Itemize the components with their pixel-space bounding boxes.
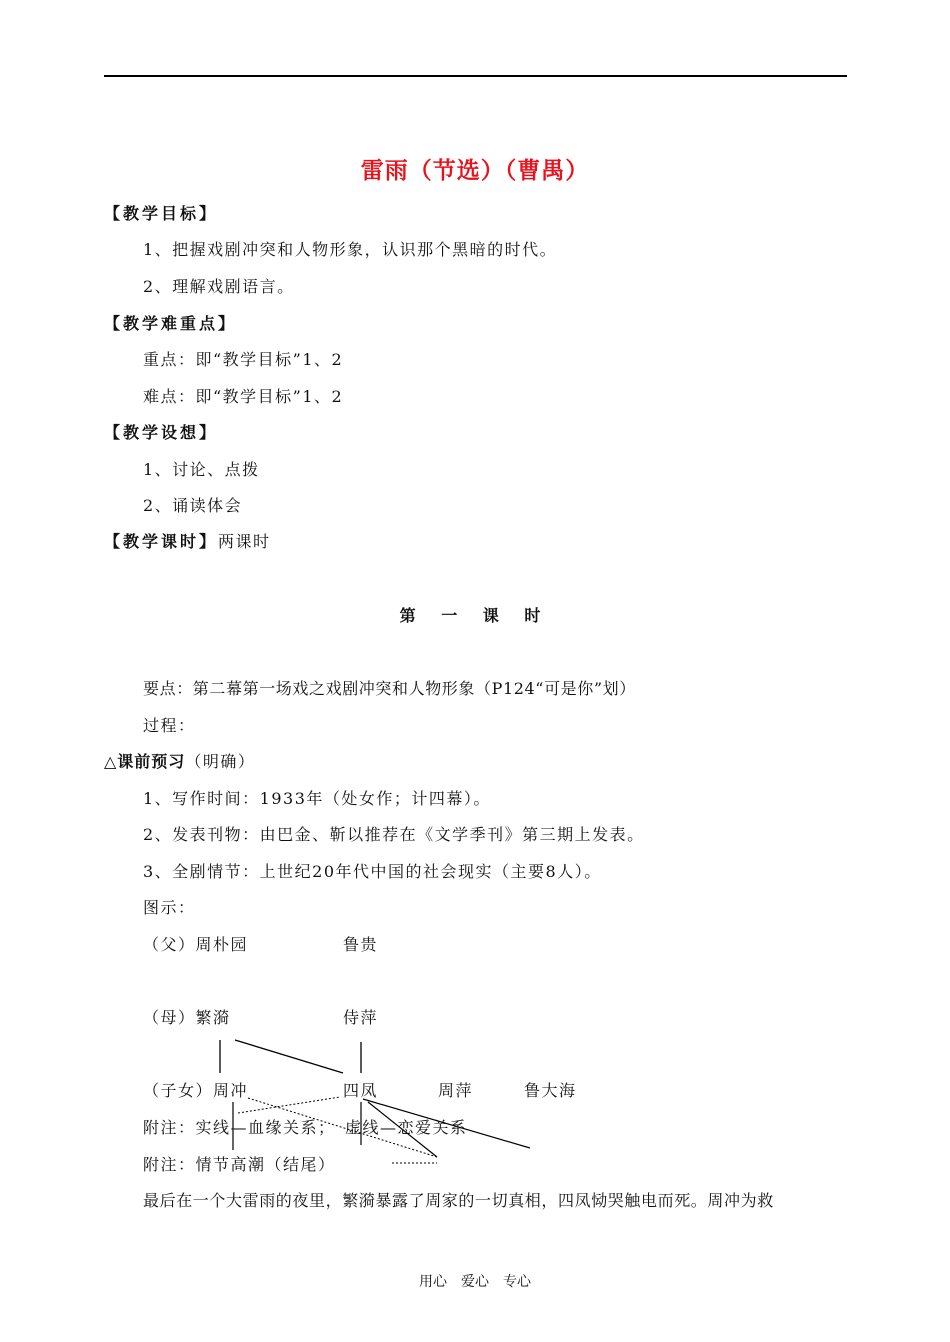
diagram-note-1: 附注：实线—血缘关系； 虚线—恋爱关系 xyxy=(143,1118,468,1137)
diagram-lu-gui: 鲁贵 xyxy=(343,935,379,954)
preview-item-1: 1、写作时间：1933年（处女作；计四幕）。 xyxy=(143,789,491,808)
difficulty-item: 难点：即“教学目标”1、2 xyxy=(143,387,344,406)
key-points-heading: 【教学难重点】 xyxy=(104,314,238,333)
diagram-father: （父）周朴园 xyxy=(143,935,249,954)
diagram-si-feng: 四凤 xyxy=(343,1081,379,1100)
goals-heading: 【教学目标】 xyxy=(104,204,219,223)
design-item-1: 1、讨论、点拨 xyxy=(143,460,260,479)
periods-value: 两课时 xyxy=(218,532,271,551)
diagram-shi-ping: 侍萍 xyxy=(343,1008,379,1027)
preview-item-2: 2、发表刊物：由巴金、靳以推荐在《文学季刊》第三期上发表。 xyxy=(143,825,645,844)
goal-item-2: 2、理解戏剧语言。 xyxy=(143,277,295,296)
diagram-mother: （母）繁漪 xyxy=(143,1008,231,1027)
preview-item-3: 3、全剧情节：上世纪20年代中国的社会现实（主要8人）。 xyxy=(143,862,602,881)
periods-heading: 【教学课时】 xyxy=(104,532,219,551)
preview-mark: △课前预习 xyxy=(104,752,186,771)
preview-note: （明确） xyxy=(185,752,256,771)
design-item-2: 2、诵读体会 xyxy=(143,496,243,515)
lesson-one-title: 第 一 课 时 xyxy=(399,606,551,625)
final-paragraph: 最后在一个大雷雨的夜里，繁漪暴露了周家的一切真相，四凤恸哭触电而死。周冲为救 xyxy=(143,1191,774,1210)
lesson-key-point: 要点：第二幕第一场戏之戏剧冲突和人物形象（P124“可是你”划） xyxy=(143,679,636,698)
diagram-zhou-ping: 周萍 xyxy=(438,1081,474,1100)
key-point-item: 重点：即“教学目标”1、2 xyxy=(143,350,344,369)
design-heading: 【教学设想】 xyxy=(104,423,219,442)
page-title: 雷雨（节选）（曹禺） xyxy=(360,158,590,184)
diagram-lu-dahai: 鲁大海 xyxy=(524,1081,577,1100)
diagram-label: 图示： xyxy=(143,898,196,917)
solid-line-mother-zhouping xyxy=(235,1040,343,1073)
goal-item-1: 1、把握戏剧冲突和人物形象，认识那个黑暗的时代。 xyxy=(143,240,558,259)
page-footer: 用心 爱心 专心 xyxy=(419,1274,531,1290)
process-label: 过程： xyxy=(143,716,196,735)
diagram-note-2: 附注：情节高潮（结尾） xyxy=(143,1155,336,1174)
diagram-children: （子女）周冲 xyxy=(143,1081,249,1100)
